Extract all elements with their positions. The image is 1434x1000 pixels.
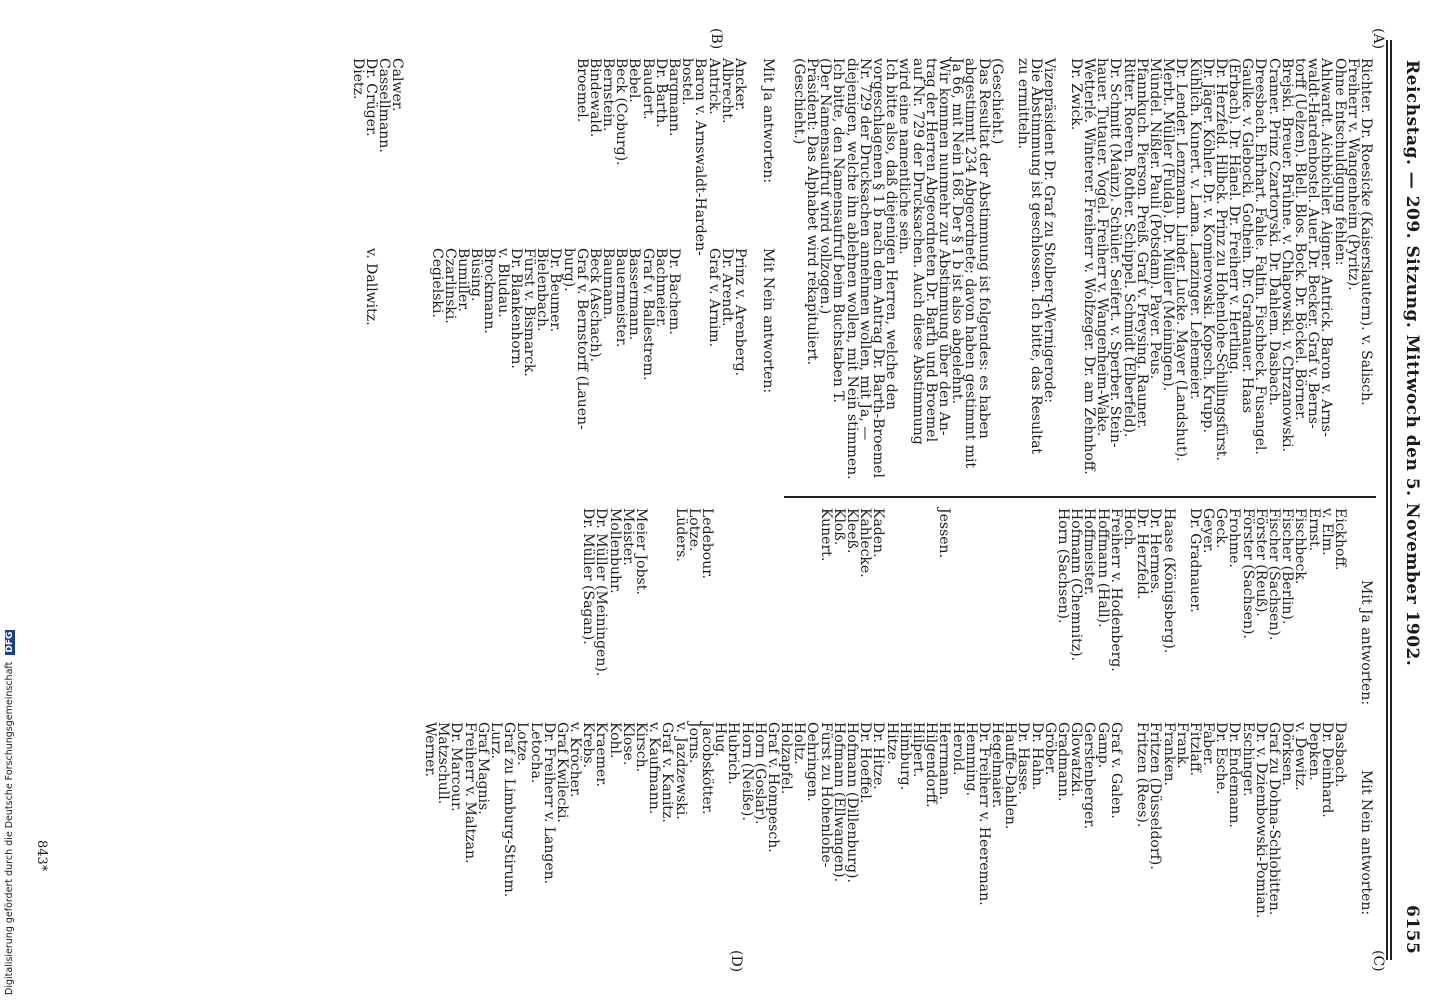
text-line: Dreesbach. Ehrhart. Fahle. Faltin. Fischbeck. Fusangel.: [1252, 58, 1269, 455]
text-line: trag der Herren Abgeordneten Dr. Barth und Broemel: [922, 58, 939, 443]
text-line: [1003, 508, 1016, 748]
text-line: Dr. Schmitt (Mainz). Schüler. Seifert. v. Sperber. Stein-: [1107, 58, 1124, 448]
ja-list-right: [581, 508, 1346, 748]
text-line: Broemel.: [573, 58, 590, 123]
text-line: Mollenbuhr.: [606, 508, 623, 594]
text-line: Dörksen.: [1279, 722, 1296, 786]
text-line: Hofmann (Dillenburg).: [844, 722, 861, 883]
text-line: Krebs.: [580, 722, 597, 769]
text-line: Dr. Hasse.: [1015, 722, 1032, 795]
page-header-title: Reichstag. — 209. Sitzung. Mittwoch den 5. November 1902.: [1402, 60, 1422, 667]
page-header-number: 6155: [1402, 905, 1422, 955]
text-line: Jorns.: [685, 722, 702, 764]
text-line: Bebel.: [626, 58, 643, 103]
text-line: (Geschieht.): [790, 58, 807, 145]
text-line: Dr. Müller (Sagan).: [580, 508, 597, 645]
text-line: Dr. Herzfeld. Hilbck. Prinz zu Hohenlohe-Schillingsfürst.: [1212, 58, 1229, 461]
text-line: Förster (Sachsen).: [1239, 508, 1256, 639]
text-line: [680, 248, 693, 488]
text-line: Beck (Coburg).: [613, 58, 630, 166]
text-line: Horn (Goslar).: [751, 722, 768, 825]
text-line: Graf Magnis.: [474, 722, 491, 815]
text-line: Holzapfel.: [778, 722, 795, 795]
text-line: Gradmann.: [1055, 722, 1072, 802]
text-line: Werner.: [422, 722, 439, 778]
text-line: [779, 508, 792, 748]
text-line: [693, 248, 706, 488]
text-line: Dr. Hahn.: [1028, 722, 1045, 791]
text-line: Dr. Hoeffel.: [857, 722, 874, 804]
text-line: Graf v. Bernstorff (Lauen-: [573, 248, 590, 430]
text-line: Wetterlé. Winterer. Freiherr v. Wolfzeger. Dr. am Zehnhoff.: [1081, 58, 1098, 475]
text-line: Graf v. Hompesch.: [764, 722, 781, 853]
text-line: Bassermann.: [626, 248, 643, 341]
text-line: [403, 248, 416, 488]
text-line: Horn (Sachsen).: [1055, 508, 1072, 624]
text-line: Nr. 729 der Drucksachen annehmen wollen, mit Ja, —: [856, 58, 873, 441]
text-line: Hitze.: [883, 722, 900, 765]
text-line: Czarlinski.: [441, 248, 458, 324]
text-line: Graf v. Kanitz.: [659, 722, 676, 823]
text-line: Dr. Herzfeld.: [1134, 508, 1151, 600]
text-line: Graf v. Galen.: [1107, 722, 1124, 819]
text-line: [805, 508, 818, 748]
text-line: Dr. Freiherr v. Heereman.: [975, 722, 992, 906]
sheet-signature: 843*: [34, 840, 49, 872]
text-line: Fischbeck.: [1292, 508, 1309, 585]
text-line: [1016, 508, 1029, 748]
text-line: v. Elm.: [1318, 508, 1335, 556]
text-line: [898, 508, 911, 748]
text-line: Brejski. Breuer. Brühne. v. Chlapowski. v. Chrzanowski.: [1278, 58, 1295, 452]
text-line: Dr. Zwick.: [1067, 58, 1084, 131]
text-line: [977, 508, 990, 748]
text-line: Dr. Müller (Meiningen).: [593, 508, 610, 677]
text-line: Dr. Endemann.: [1226, 722, 1243, 828]
ja-list-left: [349, 58, 748, 256]
text-line: [416, 248, 429, 488]
text-line: [911, 508, 924, 748]
nein-heading-right: Mit Nein antworten:: [1358, 770, 1374, 916]
text-line: Cegielski.: [428, 248, 445, 318]
text-line: Jessen.: [936, 508, 953, 559]
text-line: [561, 58, 574, 233]
text-line: Beck (Aschach).: [586, 248, 603, 363]
text-line: Hubrich.: [725, 722, 742, 785]
text-line: [416, 58, 429, 233]
text-line: Wir kommen nunmehr zur Abstimmung über den An-: [936, 58, 952, 436]
text-line: Vizepräsident Dr. Graf zu Stolberg-Wernigerode:: [1041, 58, 1058, 404]
text-line: Graf v. Arnim.: [705, 248, 722, 348]
text-line: Herrmann.: [936, 722, 953, 800]
text-line: [535, 58, 548, 233]
text-line: Antrick.: [705, 58, 722, 115]
text-line: Dietz.: [349, 58, 366, 100]
text-line: Dr. Blankenhorn.: [507, 248, 524, 369]
nein-list-right: [423, 722, 1346, 952]
text-line: Dr. Marcour.: [448, 722, 465, 812]
text-line: [924, 508, 937, 748]
text-line: diejenigen, welche ihn ablehnen wollen, mit Nein stimmen.: [843, 58, 860, 480]
text-line: bostel.: [679, 58, 696, 106]
text-line: Herold.: [949, 722, 966, 776]
text-line: Geyer.: [1200, 508, 1217, 554]
ja-heading-right: Mit Ja antworten:: [1358, 580, 1374, 706]
text-line: Bielenbach.: [534, 248, 551, 332]
text-line: Letocha.: [527, 722, 544, 784]
text-line: Dr. Crüger.: [362, 58, 379, 137]
text-line: Fürst zu Hohenlohe-: [817, 722, 834, 868]
text-line: Eickhoff.: [1332, 508, 1348, 571]
text-line: Dr. Hitze.: [870, 722, 887, 790]
text-line: Freiherr v. Wangenheim (Pyritz).: [1344, 58, 1361, 291]
text-line: Albrecht.: [718, 58, 735, 124]
text-line: [548, 58, 561, 233]
text-line: Dr. Arendt.: [718, 248, 735, 327]
text-line: Jacobskötter.: [699, 722, 715, 815]
text-line: [766, 508, 779, 748]
text-line: [495, 58, 508, 233]
text-line: Fischer (Berlin).: [1279, 508, 1296, 625]
margin-letter-a: (A): [1370, 28, 1386, 50]
text-line: Dr. Freiherr v. Langen.: [540, 722, 557, 885]
text-line: Ancker.: [732, 58, 748, 112]
text-line: Prinz v. Arenberg.: [732, 248, 748, 377]
text-line: [964, 508, 977, 748]
text-line: [522, 58, 535, 233]
text-line: Dr. Jäger. Köhler. Dr. v. Komierowski. Kopsch. Krupp.: [1199, 58, 1216, 433]
text-line: Kleeß.: [844, 508, 861, 554]
text-line: Dr. Gradnauer.: [1186, 508, 1203, 613]
text-line: Fürst v. Bismarck.: [521, 248, 537, 377]
text-line: Hegelmaier.: [989, 722, 1006, 809]
text-line: [1043, 508, 1056, 748]
text-line: Ohne Entschuldigung fehlen:: [1331, 58, 1348, 266]
text-line: [456, 58, 469, 233]
text-line: [950, 508, 963, 748]
text-line: Freiherr v. Maltzan.: [461, 722, 478, 864]
text-line: auf Nr. 729 der Drucksachen. Auch diese Abstimmung: [909, 58, 926, 445]
text-line: Das Resultat der Abstimmung ist folgendes: es haben: [975, 58, 992, 439]
text-line: Frank.: [1173, 722, 1190, 769]
text-line: [739, 508, 752, 748]
text-line: [1056, 58, 1069, 488]
text-line: Graf zu Limburg-Stirum.: [501, 722, 518, 898]
text-line: Dasbach.: [1332, 722, 1348, 788]
text-line: Bumiller.: [455, 248, 472, 312]
text-line: [482, 58, 495, 233]
margin-letter-d: (D): [728, 950, 744, 973]
text-line: v. Kröcher.: [567, 722, 584, 798]
text-line: Pfannkuch. Pierson. Preiß. Graf v. Preysing. Rauner.: [1133, 58, 1150, 429]
text-line: Franken.: [1160, 722, 1177, 787]
text-line: Bachmeier.: [652, 248, 669, 328]
text-line: Dr. Esche.: [1213, 722, 1230, 795]
header-rule-2: [1386, 40, 1388, 960]
text-line: Klose.: [619, 722, 636, 766]
text-line: Haase (Königsberg).: [1160, 508, 1177, 654]
text-line: Bindewald.: [586, 58, 603, 138]
text-line: Büsing.: [468, 248, 485, 302]
text-line: Dr. Barth.: [652, 58, 669, 128]
text-line: Dr. Lender. Lenzmann. Linder. Lucke. Mayer (Landshut).: [1173, 58, 1190, 462]
text-line: [430, 58, 443, 233]
text-line: [726, 508, 739, 748]
text-line: Bernstein.: [600, 58, 617, 132]
text-line: Hofmann (Ellwangen).: [830, 722, 847, 883]
margin-letter-b: (B): [708, 28, 724, 50]
text-line: Graf Kwilecki.: [553, 722, 570, 823]
text-line: Bargmann.: [666, 58, 683, 137]
text-line: Richter. Dr. Roesicke (Kaiserslautern). v. Salisch.: [1358, 58, 1374, 406]
text-line: [753, 508, 766, 748]
text-line: Fitzlaff.: [1186, 722, 1203, 776]
text-line: Kühlich. Kunert. v. Lama. Lanzinger. Lehemeier.: [1186, 58, 1203, 400]
text-line: Freiherr v. Hodenberg.: [1107, 508, 1124, 672]
text-line: Lotze.: [514, 722, 531, 766]
text-line: v. Bludau.: [494, 248, 511, 318]
text-line: Faber.: [1200, 722, 1217, 766]
text-line: Gerstenberger.: [1081, 722, 1098, 830]
text-line: Ja 66, mit Nein 168. Der § 1 b ist also abgelehnt.: [949, 58, 966, 404]
text-line: torff (Uelzen). Blell. Blos. Bock. Dr. Böckel. Börner.: [1292, 58, 1309, 421]
header-rule-1: [1390, 40, 1392, 960]
ja-heading-left: Mit Ja antworten:: [760, 58, 776, 184]
text-line: [403, 58, 416, 233]
text-line: [792, 508, 805, 748]
text-line: Holtz.: [791, 722, 808, 765]
text-line: Horn (Neiße).: [738, 722, 755, 821]
text-line: Ich bitte, den Namensaufruf beim Buchstaben T.: [830, 58, 847, 403]
digitization-note: Digitalisierung gefördert durch die Deutsche Forschungsgemeinschaft: [4, 661, 15, 995]
text-line: Hilpert.: [910, 722, 926, 778]
text-line: Baumann.: [600, 248, 617, 320]
nein-list-left: [364, 248, 746, 488]
text-line: (Der Namensaufruf wird vollzogen.): [817, 58, 834, 315]
text-line: waldt-Hardenbostel. Auer. Dr. Becker. Graf v. Berns-: [1305, 58, 1322, 429]
text-line: Dr. v. Dziembowski-Pomian.: [1252, 722, 1269, 919]
left-column-text: [792, 58, 1372, 488]
text-line: Ledebour.: [699, 508, 715, 579]
text-line: Baron v. Arnswaldt-Harden-: [692, 58, 709, 256]
text-line: Hoffmeister.: [1081, 508, 1098, 596]
text-line: burg).: [560, 248, 577, 292]
text-line: v. Jazdzewski.: [672, 722, 689, 820]
text-line: Präsident: Das Alphabet wird rekapituliert.: [804, 58, 821, 366]
text-line: Förster (Reuß).: [1252, 508, 1269, 617]
text-line: Ritter. Roeren. Rother. Schippel. Schmidt (Elberfeld).: [1120, 58, 1137, 438]
text-line: [990, 508, 1003, 748]
digitization-footnote: [4, 630, 15, 995]
text-line: Depken.: [1305, 722, 1322, 781]
text-line: [1030, 508, 1043, 748]
text-line: Dr. Bachem.: [666, 248, 683, 335]
text-line: Gamp.: [1094, 722, 1111, 769]
text-line: Kohl.: [606, 722, 623, 759]
text-line: [443, 58, 456, 233]
text-line: Geck.: [1213, 508, 1230, 549]
text-line: Fritzen (Rees).: [1134, 722, 1151, 828]
text-line: Hoch.: [1121, 508, 1137, 550]
text-line: Meister.: [619, 508, 636, 566]
text-line: vorgeschlagenen § 1 b nach dem Antrag Dr. Barth-Broemel: [870, 58, 887, 478]
text-line: Cassellmann.: [375, 58, 392, 153]
dfg-logo: DFG: [5, 631, 15, 653]
text-line: Hug.: [712, 722, 729, 757]
text-line: Die Abstimmung ist geschlossen. Ich bitte, das Resultat: [1028, 58, 1045, 455]
text-line: Meier Jobst.: [633, 508, 650, 595]
text-line: Kraemer.: [593, 722, 610, 787]
text-line: Bauermeister.: [613, 248, 630, 348]
text-line: [647, 508, 660, 748]
text-line: [884, 508, 897, 748]
text-line: Dr. Beumer.: [547, 248, 564, 333]
text-line: Fritzen (Düsseldorf).: [1147, 722, 1164, 870]
text-line: Baudert.: [639, 58, 656, 120]
text-line: v. Dallwitz.: [362, 248, 379, 326]
text-line: Hilgendorff.: [923, 722, 940, 808]
text-line: Eschinger.: [1239, 722, 1256, 797]
text-line: [660, 508, 673, 748]
text-line: Hauffe-Dahlen.: [1002, 722, 1019, 830]
text-line: hauer. Tutauer. Vogel. Freiherr v. Wangenheim-Wake.: [1094, 58, 1111, 437]
text-line: Cramer. Prinz Czartoryski. Dr. Dahlem. Dasbach.: [1265, 58, 1282, 406]
text-line: Brockmann.: [481, 248, 498, 334]
text-line: Oehringen.: [804, 722, 821, 802]
text-line: Frohme.: [1226, 508, 1243, 568]
nein-heading-left: Mit Nein antworten:: [760, 248, 776, 394]
text-line: Kloß.: [830, 508, 847, 546]
text-line: Kirsch.: [633, 722, 650, 773]
text-line: (Erbach). Dr. Hänel. Dr. Freiherr v. Hertling.: [1226, 58, 1243, 375]
margin-letter-c: (C): [1370, 950, 1386, 972]
text-line: Calwer.: [389, 58, 406, 112]
text-line: Mündel. Nißler. Pauli (Potsdam). Payer. Peus.: [1147, 58, 1163, 380]
text-line: Lurz.: [488, 722, 504, 759]
text-line: Ich bitte also, daß diejenigen Herren, welche den: [883, 58, 900, 410]
text-line: Graf v. Ballestrem.: [639, 248, 656, 381]
text-line: [390, 248, 403, 488]
text-line: Himburg.: [896, 722, 913, 791]
text-line: abgestimmt 234 Abgeordnete; davon haben gestimmt mit: [962, 58, 979, 469]
text-line: Lüders.: [672, 508, 689, 562]
text-line: v. Kaufmann.: [646, 722, 663, 815]
text-line: Ahlwardt. Aichbichler. Aigner. Antrick. Baron v. Arns-: [1318, 58, 1335, 437]
text-line: Dr. Deinhard.: [1318, 722, 1335, 818]
text-line: Gröber.: [1041, 722, 1058, 776]
text-line: [469, 58, 482, 233]
text-line: Hofmann (Chemnitz).: [1068, 508, 1085, 662]
text-line: Kaden.: [870, 508, 887, 558]
column-separator: [784, 496, 1376, 498]
text-line: Kunert.: [817, 508, 834, 562]
text-line: Matzschull.: [435, 722, 452, 805]
text-line: (Geschieht.): [988, 58, 1005, 145]
text-line: Dr. Hermes.: [1147, 508, 1164, 594]
text-line: Glowatzki.: [1068, 722, 1085, 797]
text-line: Hoffmann (Hall).: [1094, 508, 1111, 628]
text-line: Fischer (Sachsen).: [1266, 508, 1283, 641]
text-line: Graf zu Dohna-Schlobitten.: [1266, 722, 1283, 916]
text-line: [509, 58, 522, 233]
text-line: Merbt. Müller (Fulda). Dr. Müller (Meiningen).: [1160, 58, 1177, 392]
text-line: v. Dewitz.: [1292, 722, 1309, 791]
text-line: zu ermitteln.: [1015, 58, 1032, 150]
text-line: Hemming.: [962, 722, 979, 796]
text-line: Lotze.: [685, 508, 702, 552]
text-line: Ernst.: [1305, 508, 1322, 552]
text-line: wird eine namentliche sein.: [896, 58, 913, 255]
text-line: Gaulke. v. Glebocki. Gothein. Dr. Gradnauer. Haas: [1239, 58, 1256, 414]
text-line: Kahlecke.: [857, 508, 874, 578]
